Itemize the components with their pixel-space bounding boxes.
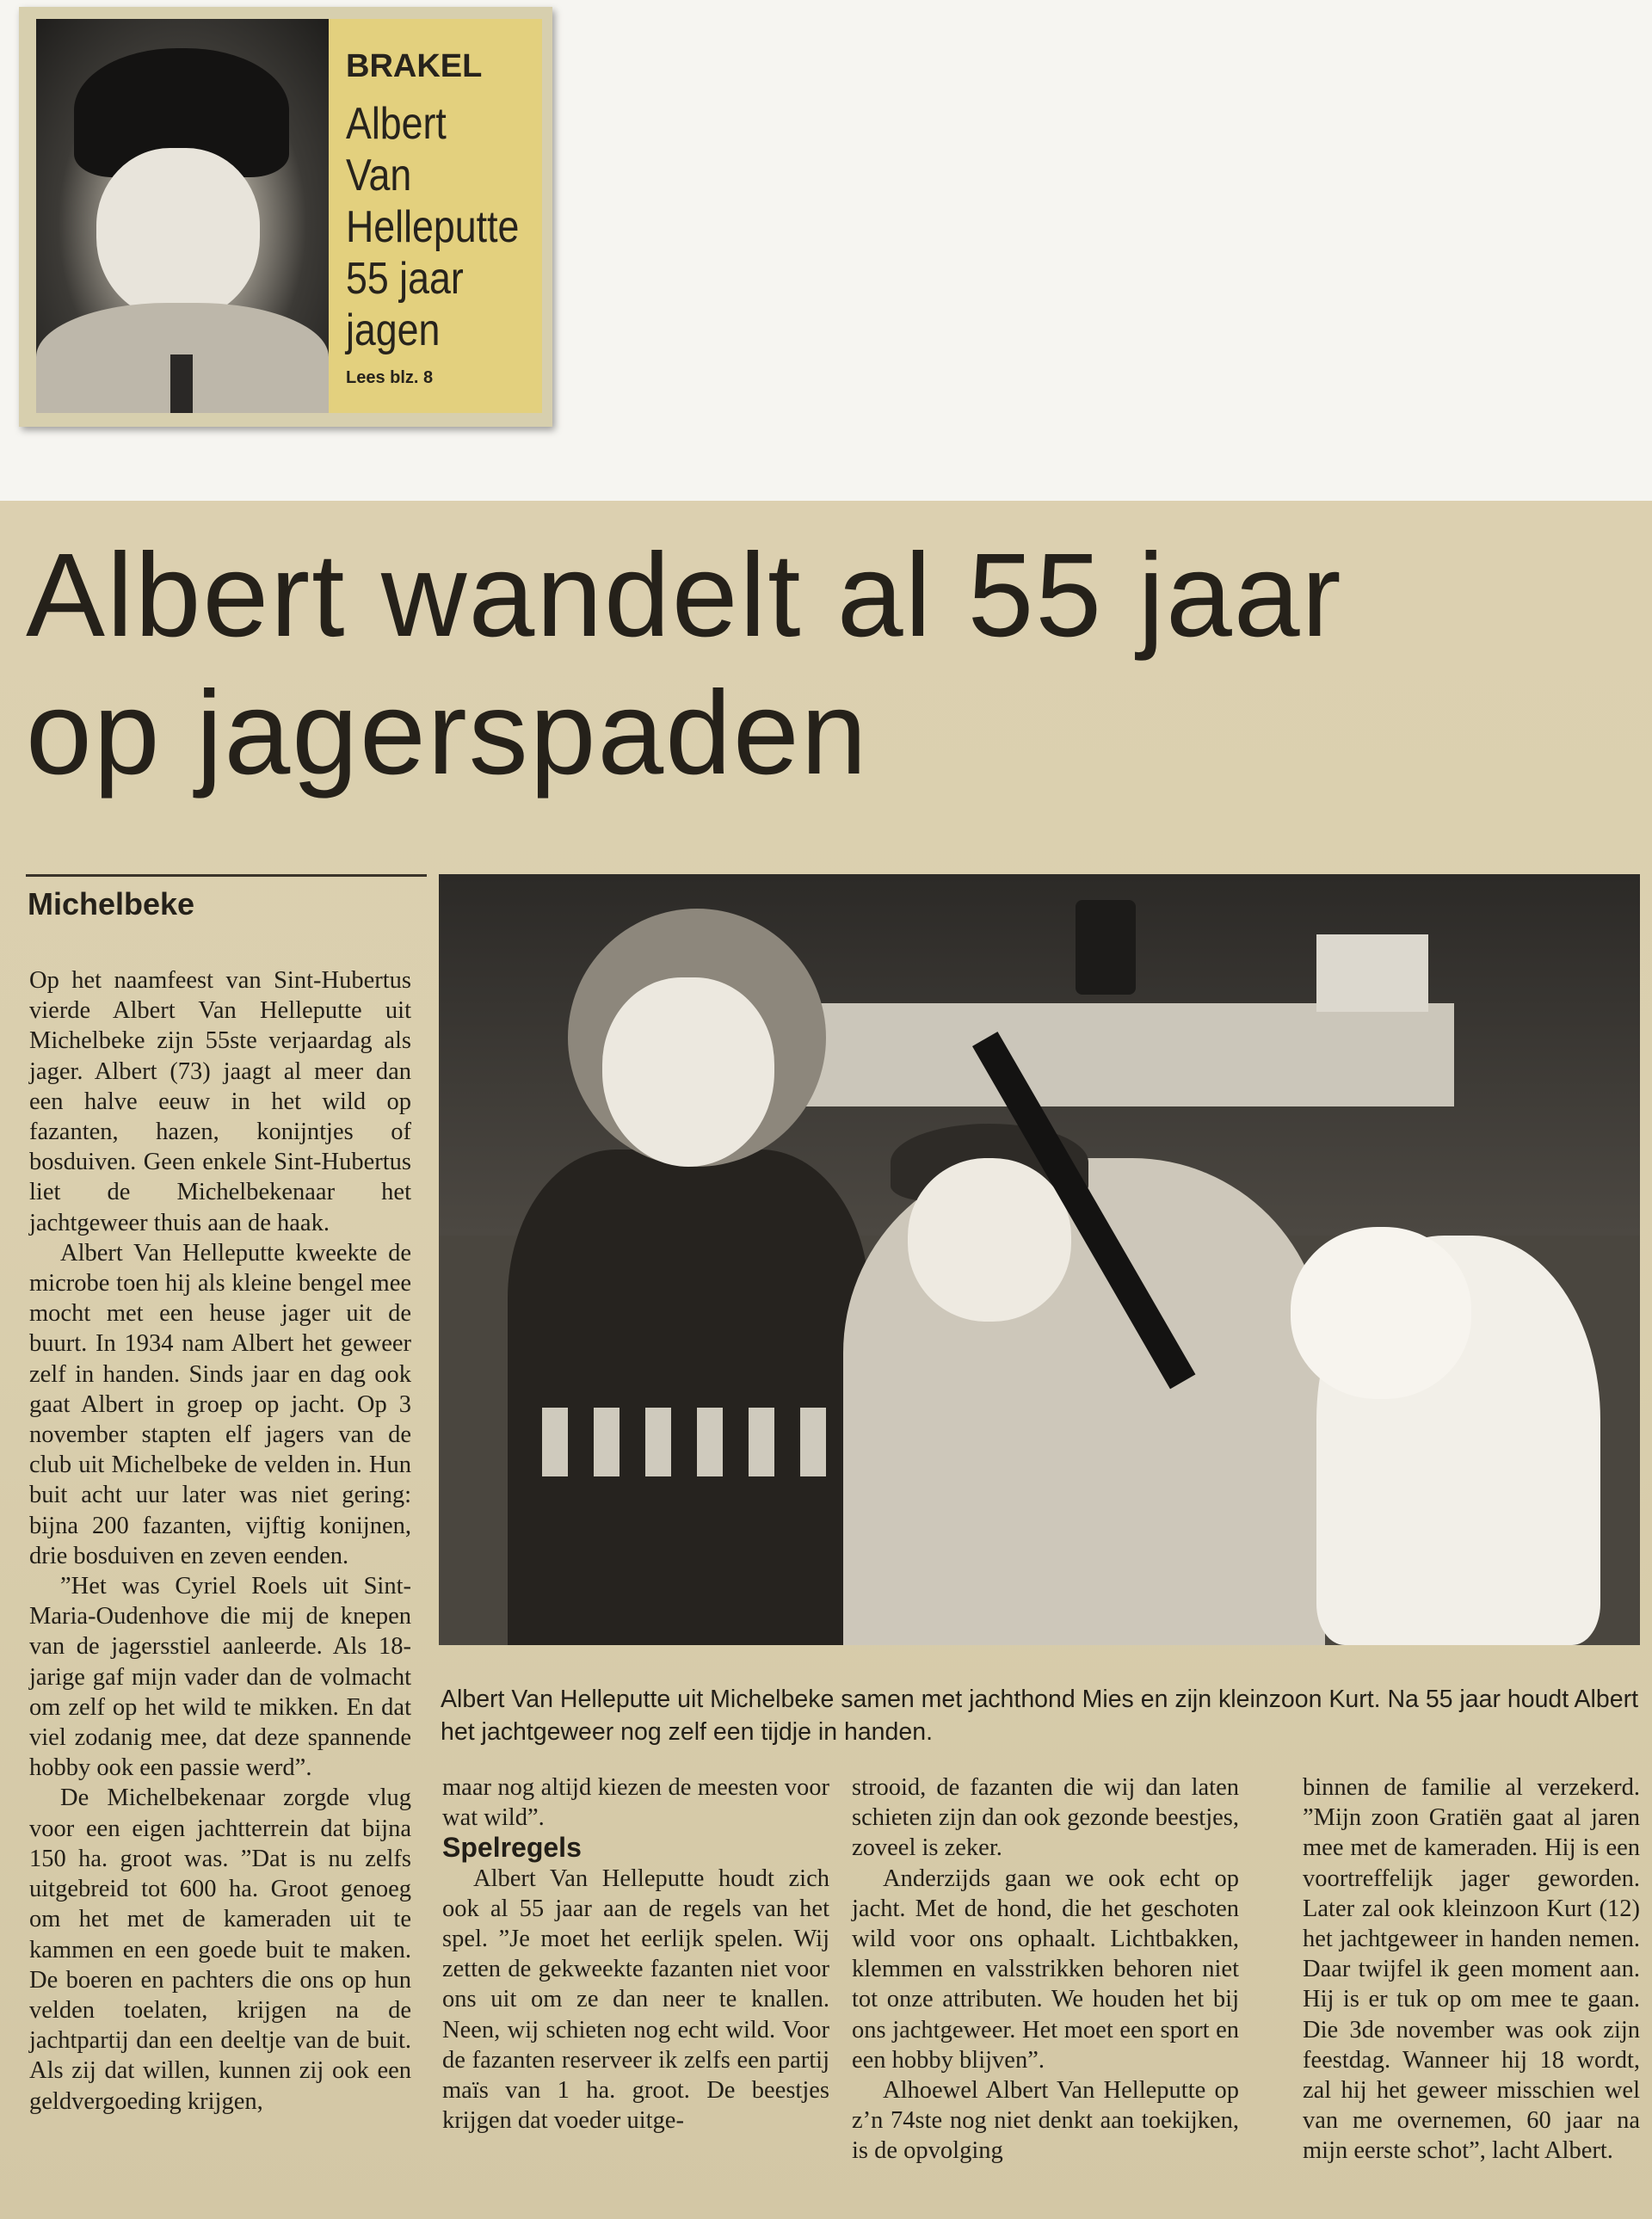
paragraph: Alhoewel Albert Van Helleputte op z’n 74ste nog niet denkt aan toekijken, is de opvolging [852,2077,1239,2165]
paragraph: Anderzijds gaan we ook echt op jacht. Met de hond, die het geschoten wild voor ons ophaalt. Lichtbakken, klemmen en valsstrikken behoren niet tot onze attributen. We houden het bij ons jachtgeweer. Het moet een sport en een hobby blijven”. [852,1865,1239,2074]
article-column-1 [29,965,411,2117]
paragraph: Op het naamfeest van Sint-Hubertus vierde Albert Van Helleputte uit Michelbeke zijn 55ste verjaardag als jager. Albert (73) jaagt al meer dan een halve eeuw in het wild op fazanten, hazen, konijntjes of bosduiven. Geen enkele Sint-Hubertus liet de Michelbekenaar het jachtgeweer thuis aan de haak. [29,967,411,1236]
photo-man-face [908,1158,1071,1322]
article-column-3 [852,1772,1239,2167]
photo-sweater-pattern [542,1408,835,1476]
teaser-place: BRAKEL [346,48,483,84]
teaser-text-box [329,19,542,413]
article-column-4 [1303,1772,1640,2167]
article-photo [439,874,1640,1645]
paragraph: strooid, de fazanten die wij dan laten schieten zijn dan ook gezonde beestjes, zoveel is zeker. [852,1774,1239,1862]
teaser-clipping [19,7,552,427]
paragraph: ”Het was Cyriel Roels uit Sint-Maria-Oudenhove die mij de knepen van de jagersstiel aanleerde. Als 18-jarige gaf mijn vader dan de volmacht om zelf op het wild te mikken. En dat viel zodanig mee, dat deze spannende hobby ook een passie werd”. [29,1573,411,1782]
teaser-portrait-photo [36,19,329,413]
photo-clock [1076,900,1136,995]
dateline-rule [26,874,427,877]
teaser-page-reference: Lees blz. 8 [346,368,434,387]
paragraph: maar nog altijd kiezen de meesten voor wat wild”. [442,1774,829,1832]
portrait-tie [170,354,193,413]
paragraph: De Michelbekenaar zorgde vlug voor een eigen jachtterrein dat bijna 150 ha. groot was. ”Dat is nu zelfs uitgebreid tot 600 ha. Groot genoeg om het met de kameraden uit te kammen en een goede buit te maken. De boeren en pachters die ons op hun velden toelaten, krijgen na de jachtpartij dan een deeltje van de buit. Als zij dat willen, kunnen zij ook een geldvergoeding krijgen, [29,1784,411,2115]
photo-boy-body [508,1150,869,1645]
article-dateline: Michelbeke [28,886,195,922]
paragraph: Albert Van Helleputte houdt zich ook al 55 jaar aan de regels van het spel. ”Je moet het eerlijk spelen. Wij zetten de gekweekte fazanten niet voor ons uit om ze dan neer te knallen. Neen, wij schieten nog echt wild. Voor de fazanten reserveer ik zelfs een partij maïs van 1 ha. groot. De beestjes krijgen dat voeder uitge- [442,1865,829,2135]
article-column-2 [442,1772,829,2136]
article-clipping [0,501,1652,2219]
photo-dog-head [1291,1227,1471,1399]
teaser-headline: Albert Van Helleputte 55 jaar jagen [346,99,520,355]
paragraph: Albert Van Helleputte kweekte de microbe toen hij als kleine bengel mee mocht met een heuse jager uit de buurt. In 1934 nam Albert het geweer zelf in handen. Sinds jaar en dag ook gaat Albert in groep op jacht. Op 3 november stapten elf jagers van de club uit Michelbeke de velden in. Hun buit acht uur later was niet gering: bijna 200 fazanten, vijftig konijnen, drie bosduiven en zeven eenden. [29,1239,411,1569]
photo-caption: Albert Van Helleputte uit Michelbeke samen met jachthond Mies en zijn kleinzoon Kurt. Na 55 jaar houdt Albert het jachtgeweer nog zelf een tijdje in handen. [441,1686,1638,1746]
article-headline: Albert wandelt al 55 jaar op jagerspaden [26,529,1343,799]
portrait-face [96,148,260,320]
paragraph: binnen de familie al verzekerd. ”Mijn zoon Gratiën gaat al jaren mee met de kameraden. Hij is een voortreffelijk jager geworden. Later zal ook kleinzoon Kurt (12) het jachtgeweer in handen nemen. Daar twijfel ik geen moment aan. Hij is er tuk op om mee te gaan. Die 3de november was ook zijn feestdag. Wanneer hij 18 wordt, zal hij het geweer misschien wel van me overnemen, 60 jaar na mijn eerste schot”, lacht Albert. [1303,1774,1640,2165]
article-subhead: Spelregels [442,1832,582,1864]
photo-radio [1316,934,1428,1012]
photo-mantelpiece [749,1003,1454,1106]
photo-boy-face [602,977,774,1167]
